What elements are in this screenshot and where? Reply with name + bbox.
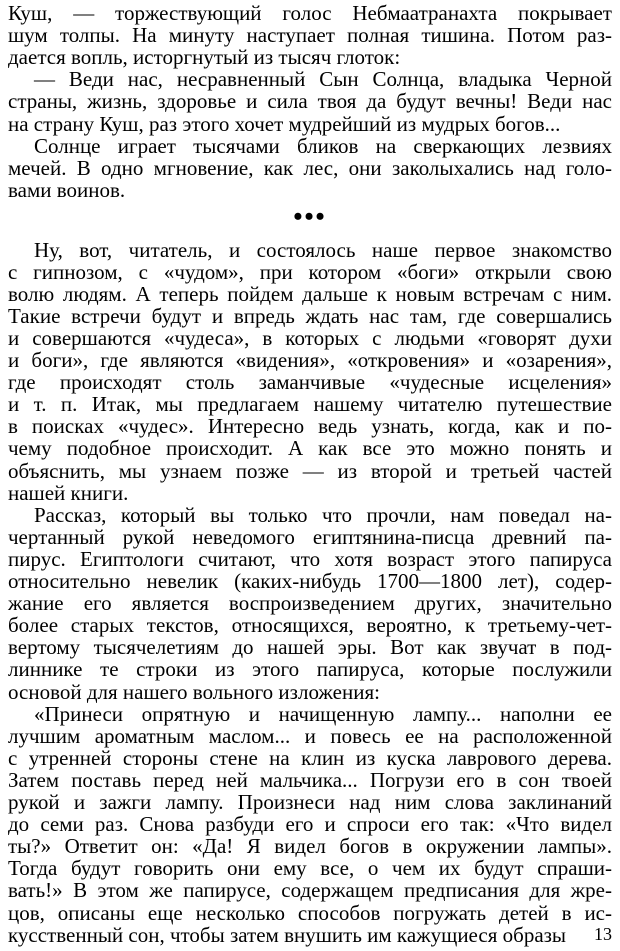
text-line: и т. п. Итак, мы предлагаем нашему читателю путешествие <box>8 392 612 417</box>
text-line: относительно невелик (каких-нибудь 1700—1800 лет), содер- <box>8 569 612 593</box>
text-line: вами воинов. <box>8 177 126 202</box>
text-line: ты?» Ответит он: «Да! Я видел богов в окружении лампы». <box>8 834 612 859</box>
text-line: страны, жизнь, здоровье и сила твоя да будут вечны! Веди нас <box>8 89 612 114</box>
page-number: 13 <box>594 924 612 944</box>
text-line: Затем поставь перед ней мальчика... Погрузи его в сон твоей <box>8 767 612 792</box>
text-line: Такие встречи будут и впредь ждать нас там, где совершались <box>8 303 612 328</box>
text-line: рукой и зажги лампу. Произнеси над ним слова заклинаний <box>8 790 612 814</box>
text-line: и боги», где являются «видения», «откровения» и «озарения», <box>8 348 612 372</box>
text-line: в поисках «чудес». Интересно ведь узнать, когда, как и по- <box>8 414 612 439</box>
text-line: вертому тысячелетиям до нашей эры. Вот как звучат в под- <box>8 635 612 660</box>
text-line: цов, описаны еще несколько способов погружать детей в ис- <box>8 900 612 925</box>
text-line: с гипнозом, с «чудом», при котором «боги» открыли свою <box>8 259 612 284</box>
text-line: чему подобное происходит. А как все это можно понять и <box>8 436 612 461</box>
text-line: кусственный сон, чтобы затем внушить им кажущиеся образы <box>8 922 567 947</box>
text-line: и совершаются «чудеса», в которых с людьми «говорят духи <box>8 325 612 350</box>
text-line: Куш, — торжествующий голос Небмаатранахта покрывает <box>8 1 612 25</box>
text-line: нашей книги. <box>8 480 129 505</box>
text-line: «Принеси опрятную и начищенную лампу... наполни ее <box>34 701 612 726</box>
section-separator: ••• <box>293 201 327 231</box>
text-line: до семи раз. Снова разбуди его и спроси его так: «Что видел <box>8 812 612 837</box>
text-line: линнике те строки из этого папируса, которые послужили <box>8 657 612 682</box>
text-line: Солнце играет тысячами бликов на сверкающих лезвиях <box>34 133 612 158</box>
text-line: жание его является воспроизведением других, значительно <box>8 591 612 616</box>
text-line: на страну Куш, раз этого хочет мудрейший из мудрых богов... <box>8 111 561 136</box>
text-line: где происходят столь заманчивые «чудесные исцеления» <box>8 370 612 395</box>
text-line: Рассказ, который вы только что прочли, нам поведал на- <box>34 502 612 527</box>
text-line: пирус. Египтологи считают, что хотя возраст этого папируса <box>8 546 612 571</box>
text-line: Ну, вот, читатель, и состоялось наше первое знакомство <box>34 237 612 262</box>
text-line: вать!» В этом же папирусе, содержащем предписания для жре- <box>8 878 612 903</box>
text-line: чертанный рукой неведомого египтянина-писца древний па- <box>8 524 612 549</box>
text-line: объяснить, мы узнаем позже — из второй и третьей частей <box>8 458 612 483</box>
text-line: — Веди нас, несравненный Сын Солнца, владыка Черной <box>34 67 612 92</box>
text-line: мечей. В одно мгновение, как лес, они заколыхались над голо- <box>8 155 612 180</box>
text-line: лучшим ароматным маслом... и повесь ее на расположенной <box>8 723 612 748</box>
text-line: волю людям. А теперь пойдем дальше к новым встречам с ним. <box>8 281 612 306</box>
text-line: Тогда будут говорить они ему все, о чем их будут спраши- <box>8 856 612 881</box>
text-line: шум толпы. На минуту наступает полная тишина. Потом раз- <box>8 23 612 48</box>
text-line: с утренней стороны стене на клин из куска лаврового дерева. <box>8 745 612 770</box>
text-line: основой для нашего вольного изложения: <box>8 679 380 704</box>
text-line: более старых текстов, относящихся, вероятно, к третьему-чет- <box>8 613 612 638</box>
text-line: дается вопль, исторгнутый из тысяч глоток: <box>8 45 401 70</box>
